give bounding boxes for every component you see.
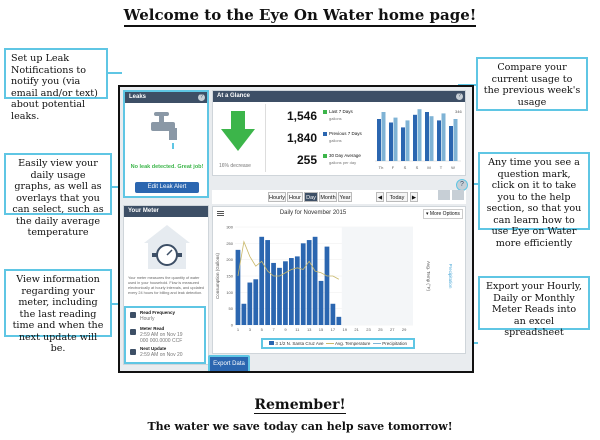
- help-question-icon[interactable]: ?: [456, 179, 468, 191]
- today-button[interactable]: Today: [386, 192, 408, 202]
- x-tick-label: 19: [342, 327, 347, 332]
- callout-compare-usage: Compare your current usage to the previous week's usage: [476, 57, 588, 111]
- faucet-icon: [147, 110, 187, 152]
- next-update-label: Next Update: [140, 346, 167, 351]
- usage-bar: [236, 250, 241, 325]
- glance-value: 1,840: [286, 131, 317, 145]
- meter-info-box: [124, 306, 206, 364]
- glance-swatch: [323, 154, 327, 158]
- weekly-day-label: M: [427, 165, 431, 170]
- meter-read-label: Meter Read: [140, 326, 165, 331]
- weekly-bar-previous: [382, 112, 386, 161]
- y2-axis-label: Avg. Temp (°F): [426, 261, 431, 291]
- weekly-bar-current: [413, 115, 417, 161]
- chart-legend: [261, 338, 415, 349]
- usage-bar: [325, 247, 330, 325]
- temperature-line: [238, 242, 339, 280]
- callout-export: Export your Hourly, Daily or Monthly Meter Reads into an excel spreadsheet: [478, 276, 590, 330]
- glance-swatch: [323, 110, 327, 114]
- weekly-bar-previous: [430, 116, 434, 161]
- usage-bar: [283, 261, 288, 325]
- weekly-day-label: W: [451, 165, 455, 170]
- range-button-hour[interactable]: Hour: [287, 192, 303, 202]
- y-tick-label: 200: [226, 257, 233, 263]
- x-tick-label: 27: [390, 327, 395, 332]
- leaks-header: Leaks: [125, 92, 207, 103]
- x-tick-label: 21: [354, 327, 359, 332]
- usage-bar: [301, 243, 306, 325]
- glance-label: Previous 7 Days: [329, 131, 362, 136]
- export-data-button[interactable]: Export Data: [208, 355, 250, 373]
- legend-series: 3 1/2 N. Santa Cruz Ave: [275, 341, 324, 346]
- y-tick-label: 50: [228, 306, 233, 312]
- read-frequency-label: Read Frequency: [140, 310, 176, 315]
- legend-precipitation: Precipitation: [382, 341, 407, 346]
- glance-panel: [212, 90, 466, 176]
- x-tick-label: 5: [260, 327, 263, 332]
- glance-value: 1,546: [286, 109, 317, 123]
- meter-read-value: 000 000.0000 CCF: [140, 338, 183, 344]
- calendar-icon: [130, 312, 136, 318]
- weekly-top-label: 346: [455, 109, 462, 114]
- callout-daily-usage: Easily view your daily usage graphs, as well as overlays that you can select, such as the daily average temperature: [4, 153, 112, 215]
- usage-bar: [247, 283, 252, 325]
- weekly-bar-current: [389, 123, 393, 162]
- range-button-month[interactable]: Month: [319, 192, 337, 202]
- usage-bar: [313, 237, 318, 325]
- x-tick-label: 13: [306, 327, 312, 332]
- usage-bar: [295, 256, 300, 325]
- usage-bar: [253, 279, 258, 325]
- callout-question-mark: Any time you see a question mark, click on it to take you to the help section, so that you can learn how to use Eye on Water more efficiently: [478, 152, 590, 230]
- weekly-bar-current: [377, 119, 381, 161]
- y-tick-label: 150: [226, 273, 233, 279]
- x-tick-label: 25: [378, 327, 383, 332]
- callout-meter-info: View information regarding your meter, including the last reading time and when the next update will be.: [4, 269, 112, 337]
- weekly-bar-previous: [454, 119, 458, 161]
- glance-row: [271, 107, 365, 127]
- range-button-year[interactable]: Year: [338, 192, 352, 202]
- app-screenshot: [118, 85, 474, 373]
- weekly-day-label: Th: [378, 165, 384, 170]
- usage-bar: [319, 281, 324, 325]
- x-tick-label: 3: [248, 327, 251, 332]
- glance-value: 255: [296, 153, 317, 167]
- chart-title: Daily for November 2015: [279, 210, 347, 216]
- usage-bar: [336, 317, 341, 325]
- weekly-bar-previous: [394, 118, 398, 161]
- x-tick-label: 23: [366, 327, 371, 332]
- weekly-day-label: S: [415, 165, 419, 170]
- weekly-bar-current: [425, 112, 429, 161]
- glance-row: [271, 129, 365, 149]
- usage-bar: [242, 304, 247, 325]
- page-title: Welcome to the Eye On Water home page!: [0, 6, 600, 24]
- legend-temperature: Avg. Temperature: [335, 341, 371, 346]
- leak-status: No leak detected. Great job!: [130, 164, 204, 170]
- prev-arrow-icon[interactable]: ◀: [376, 192, 384, 202]
- clock-icon: [130, 329, 136, 335]
- x-tick-label: 29: [401, 327, 407, 332]
- weekly-day-label: F: [391, 165, 395, 170]
- weekly-bar-previous: [442, 113, 446, 161]
- y-tick-label: 300: [226, 224, 233, 230]
- x-tick-label: 9: [284, 327, 287, 332]
- range-button-hourly[interactable]: Hourly: [268, 192, 286, 202]
- help-question-icon[interactable]: ?: [456, 93, 463, 100]
- down-arrow-icon: [221, 111, 255, 153]
- y-axis-label: Consumption (Gallons): [215, 252, 220, 300]
- percent-change: 16% decrease: [219, 163, 251, 169]
- x-tick-label: 7: [272, 327, 275, 332]
- callout-leak-notifications: Set up Leak Notifications to notify you (via email and/or text) about potential leaks.: [4, 48, 108, 99]
- glance-unit: gallons per day: [329, 160, 357, 165]
- glance-swatch: [323, 132, 327, 136]
- tagline: The water we save today can help save tomorrow!: [147, 420, 453, 433]
- help-question-icon[interactable]: ?: [198, 94, 205, 101]
- remember-heading: Remember!: [254, 397, 346, 413]
- read-frequency: Hourly: [140, 316, 155, 322]
- usage-bar: [289, 258, 294, 325]
- meter-description: Your meter measures the quantity of water used in your household. Flow is measured electronically at hourly intervals, and updated every 24 hours for billing and leak detection.: [128, 276, 204, 295]
- next-arrow-icon[interactable]: ▶: [410, 192, 418, 202]
- x-tick-label: 11: [295, 327, 300, 332]
- next-update: 2:59 AM on Nov 20: [140, 352, 183, 358]
- weekly-day-label: S: [403, 165, 407, 170]
- chart-panel: [212, 206, 466, 354]
- update-icon: [130, 349, 136, 355]
- weekly-bar-current: [449, 126, 453, 161]
- print-icon[interactable]: [452, 190, 464, 200]
- glance-unit: gallons: [329, 138, 342, 143]
- leaks-panel: [123, 90, 209, 198]
- range-button-day[interactable]: Day: [304, 192, 318, 202]
- glance-header: At a Glance: [213, 91, 465, 102]
- glance-label: Last 7 Days: [329, 109, 353, 114]
- weekly-bar-previous: [418, 109, 422, 161]
- daily-usage-chart: [213, 217, 465, 337]
- x-tick-label: 17: [330, 327, 336, 332]
- weekly-bar-current: [401, 127, 405, 161]
- y-tick-label: 0: [230, 322, 233, 328]
- more-options-dropdown[interactable]: ▾ More Options: [423, 209, 463, 219]
- house-meter-icon: [138, 221, 196, 273]
- meter-header: Your Meter: [124, 206, 208, 217]
- usage-bar: [265, 240, 270, 325]
- download-icon[interactable]: [438, 190, 450, 200]
- usage-bar: [277, 268, 282, 325]
- usage-bar: [331, 304, 336, 325]
- y-tick-label: 250: [226, 240, 233, 246]
- y3-axis-label: Precipitation: [448, 263, 453, 289]
- connector-leak: [108, 72, 122, 74]
- y-tick-label: 100: [226, 289, 233, 295]
- weekly-bar-chart: [369, 105, 463, 175]
- usage-bar: [259, 237, 264, 325]
- glance-label: 30 Day Average: [329, 153, 361, 158]
- meter-panel: [123, 205, 209, 365]
- weekly-bar-previous: [406, 120, 410, 161]
- weekly-day-label: T: [439, 165, 443, 170]
- edit-leak-alert-button[interactable]: Edit Leak Alert: [135, 182, 199, 193]
- meter-read: 2:59 AM on Nov 19: [140, 332, 183, 338]
- chart-toolbar: [212, 190, 466, 204]
- x-tick-label: 1: [236, 327, 240, 332]
- usage-bar: [307, 240, 312, 325]
- glance-unit: gallons: [329, 116, 342, 121]
- usage-bar: [271, 263, 276, 325]
- weekly-bar-current: [437, 120, 441, 161]
- glance-row: [271, 151, 365, 171]
- x-tick-label: 15: [318, 327, 324, 332]
